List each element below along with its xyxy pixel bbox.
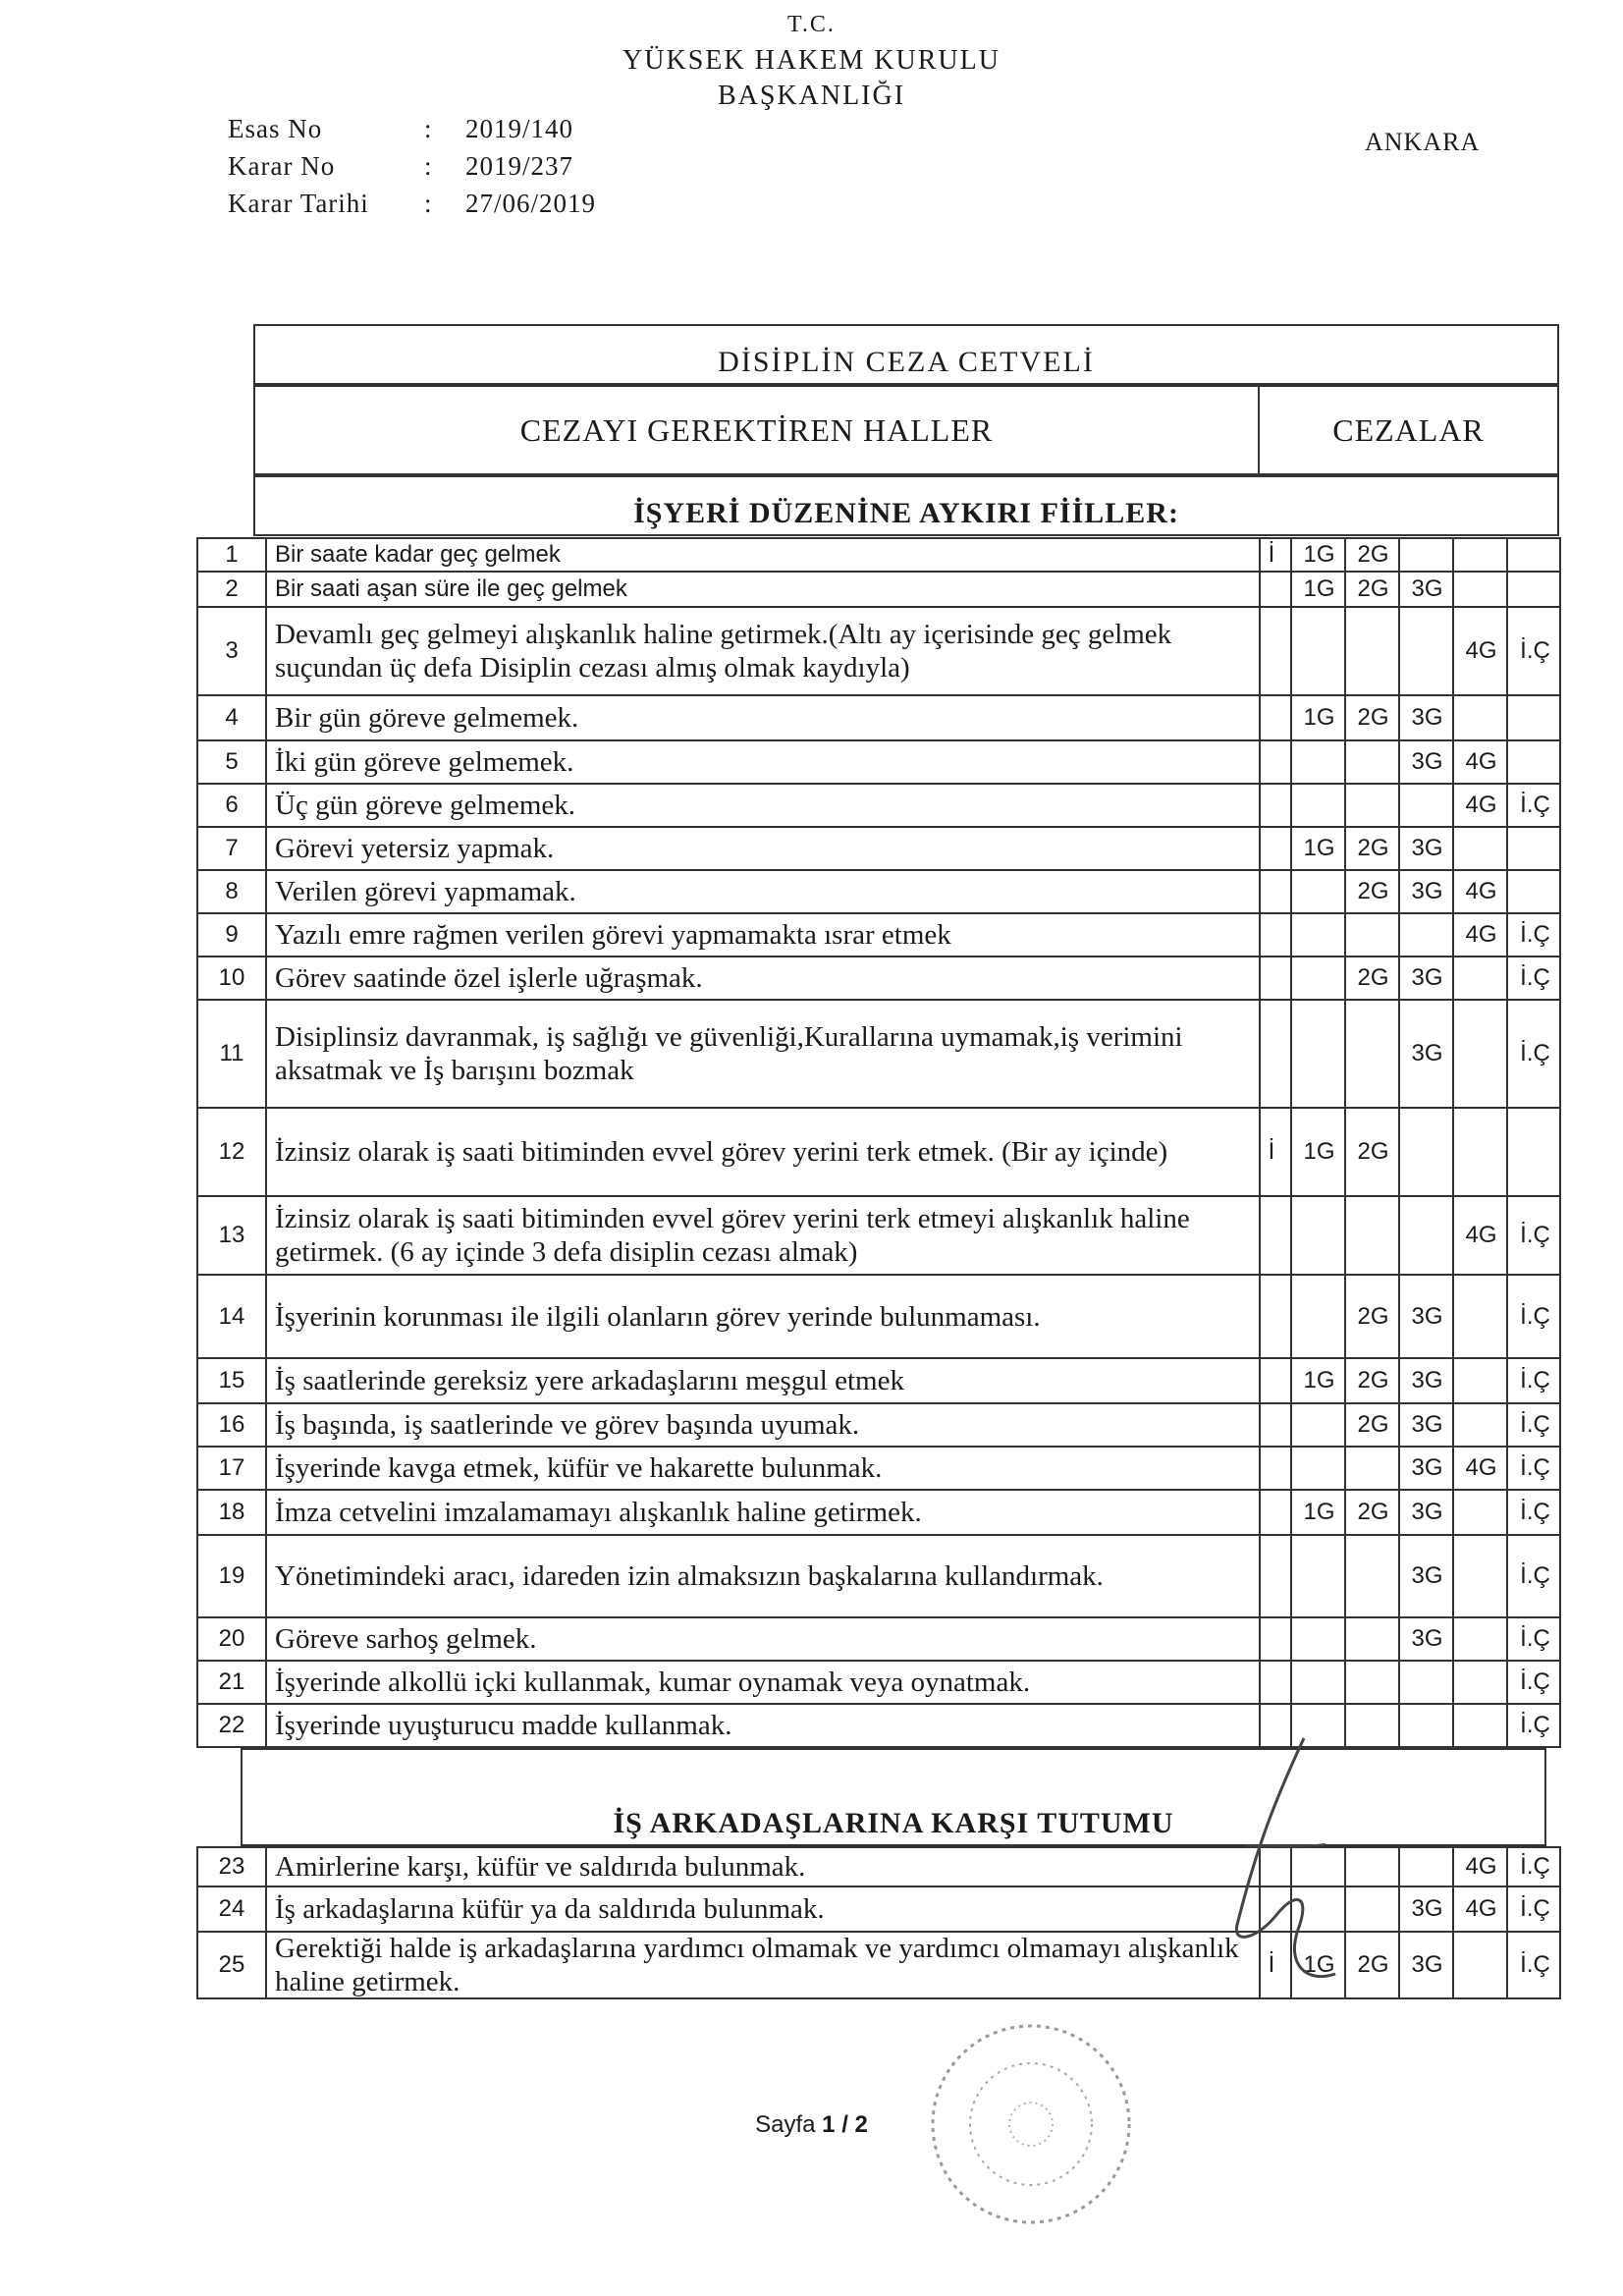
row-number: 1 [198, 539, 267, 571]
section-heading-workplace: İŞYERİ DÜZENİNE AYKIRI FİİLLER: [253, 475, 1559, 536]
penalty-cell: İ.Ç [1506, 1662, 1562, 1703]
penalty-cell: 2G [1344, 828, 1400, 869]
penalty-cell [1452, 573, 1508, 606]
meta-row-karar: Karar No : 2019/237 [228, 147, 596, 185]
meta-label: Karar Tarihi [228, 189, 369, 218]
row-number: 14 [198, 1276, 267, 1357]
table-row [196, 1197, 1561, 1276]
penalty-cell: 4G [1452, 871, 1508, 912]
row-offense: Üç gün göreve gelmemek. [275, 790, 576, 821]
penalty-cell [1452, 1705, 1508, 1746]
penalty-cell: 3G [1398, 1933, 1454, 1997]
penalty-cell [1290, 914, 1346, 956]
penalty-cell: 1G [1290, 1491, 1346, 1534]
penalty-cell: 3G [1398, 828, 1454, 869]
row-offense: Amirlerine karşı, küfür ve saldırıda bulunmak. [275, 1851, 806, 1883]
penalty-cell [1259, 741, 1282, 783]
table-row [196, 957, 1561, 1001]
penalty-cell [1398, 785, 1454, 826]
penalty-cell: İ.Ç [1506, 785, 1562, 826]
penalty-cell: 4G [1452, 914, 1508, 956]
penalty-cell [1290, 1448, 1346, 1489]
row-offense: Devamlı geç gelmeyi alışkanlık haline getirmek.(Altı ay içerisinde geç gelmek suçundan üç defa Disiplin cezası almış olmak kaydıyla) [275, 619, 1172, 683]
table-row [196, 1536, 1561, 1618]
row-offense: Bir saati aşan süre ile geç gelmek [275, 575, 627, 602]
penalty-cell [1452, 1618, 1508, 1660]
row-offense: Göreve sarhoş gelmek. [275, 1623, 537, 1655]
penalty-cell [1259, 1536, 1282, 1616]
row-number: 8 [198, 871, 267, 912]
document-header [0, 0, 1623, 324]
penalty-cell: 3G [1398, 871, 1454, 912]
page-separator: / [841, 2111, 848, 2138]
penalty-cell [1452, 1491, 1508, 1534]
penalty-cell: İ.Ç [1506, 1848, 1562, 1886]
penalty-cell: 2G [1344, 539, 1400, 571]
meta-value: 27/06/2019 [465, 189, 597, 218]
penalty-cell [1452, 1109, 1508, 1195]
penalty-cell: İ [1259, 1933, 1282, 1997]
penalty-cell [1398, 1197, 1454, 1274]
penalty-cell [1398, 1705, 1454, 1746]
column-header-penalties: CEZALAR [1258, 385, 1559, 475]
row-number: 13 [198, 1197, 267, 1274]
penalty-cell [1398, 1109, 1454, 1195]
header-institution: YÜKSEK HAKEM KURULU [622, 45, 1001, 76]
row-number: 2 [198, 573, 267, 606]
penalty-cell [1290, 957, 1346, 999]
row-offense: Yönetimindeki aracı, idareden izin almaksızın başkalarına kullandırmak. [275, 1560, 1104, 1592]
penalty-cell [1506, 828, 1562, 869]
meta-value: 2019/140 [465, 114, 574, 143]
row-offense: İş arkadaşlarına küfür ya da saldırıda bulunmak. [275, 1893, 825, 1925]
penalty-cell [1452, 1933, 1508, 1997]
penalty-cell [1259, 696, 1282, 739]
row-number: 24 [198, 1887, 267, 1931]
penalty-cell: 2G [1344, 1404, 1400, 1446]
penalty-cell: 3G [1398, 1404, 1454, 1446]
penalty-cell [1259, 871, 1282, 912]
penalty-cell: 3G [1398, 741, 1454, 783]
table-row [196, 537, 1561, 573]
row-offense: İş başında, iş saatlerinde ve görev başında uyumak. [275, 1409, 860, 1441]
penalty-cell: 3G [1398, 696, 1454, 739]
penalty-cell [1344, 608, 1400, 694]
penalty-cell: İ.Ç [1506, 1933, 1562, 1997]
meta-row-tarih: Karar Tarihi : 27/06/2019 [228, 185, 596, 222]
penalty-cell: 3G [1398, 1618, 1454, 1660]
penalty-cell: 1G [1290, 1933, 1346, 1997]
penalty-cell [1259, 1618, 1282, 1660]
penalty-cell [1290, 1618, 1346, 1660]
penalty-cell: 4G [1452, 1887, 1508, 1931]
penalty-cell [1290, 1197, 1346, 1274]
penalty-cell: 3G [1398, 1276, 1454, 1357]
penalty-cell: 2G [1344, 1276, 1400, 1357]
penalty-cell [1506, 741, 1562, 783]
penalty-cell: 2G [1344, 1359, 1400, 1402]
meta-row-esas: Esas No : 2019/140 [228, 110, 596, 147]
penalty-cell [1290, 1404, 1346, 1446]
penalty-cell: 1G [1290, 828, 1346, 869]
row-number: 18 [198, 1491, 267, 1534]
penalty-cell [1344, 1618, 1400, 1660]
row-offense: Verilen görevi yapmamak. [275, 876, 576, 907]
penalty-cell [1506, 573, 1562, 606]
table-row [196, 1491, 1561, 1536]
row-number: 5 [198, 741, 267, 783]
penalty-cell [1259, 1197, 1282, 1274]
penalty-cell [1452, 696, 1508, 739]
meta-label: Karar No [228, 151, 336, 181]
meta-label: Esas No [228, 114, 323, 143]
section-heading-colleagues: İŞ ARKADAŞLARINA KARŞI TUTUMU [241, 1748, 1546, 1846]
penalty-cell: İ.Ç [1506, 1404, 1562, 1446]
header-tc: T.C. [787, 12, 836, 37]
penalty-cell [1259, 608, 1282, 694]
table-row [196, 1404, 1561, 1448]
row-offense: Disiplinsiz davranmak, iş sağlığı ve güvenliği,Kurallarına uymamak,iş verimini aksatmak ve İş barışını bozmak [275, 1021, 1183, 1086]
row-number: 12 [198, 1109, 267, 1195]
penalty-cell [1259, 828, 1282, 869]
penalty-cell: İ.Ç [1506, 914, 1562, 956]
penalty-cell: İ.Ç [1506, 1448, 1562, 1489]
penalty-cell: 2G [1344, 957, 1400, 999]
penalty-cell: 3G [1398, 1491, 1454, 1534]
penalty-cell: İ.Ç [1506, 1536, 1562, 1616]
penalty-cell [1506, 871, 1562, 912]
signature [1188, 1728, 1384, 2043]
penalty-cell [1290, 1001, 1346, 1107]
row-offense: İş saatlerinde gereksiz yere arkadaşlarını meşgul etmek [275, 1365, 904, 1396]
row-offense: Bir gün göreve gelmemek. [275, 702, 579, 734]
penalty-cell [1452, 1359, 1508, 1402]
penalty-cell: İ [1259, 539, 1282, 571]
row-number: 11 [198, 1001, 267, 1107]
penalty-cell [1259, 1404, 1282, 1446]
penalty-cell [1259, 1491, 1282, 1534]
penalty-cell [1344, 1001, 1400, 1107]
penalty-cell: 2G [1344, 1109, 1400, 1195]
meta-value: 2019/237 [465, 151, 574, 181]
penalty-cell [1398, 914, 1454, 956]
penalty-cell: 3G [1398, 1887, 1454, 1931]
penalty-cell [1344, 1448, 1400, 1489]
penalty-cell: 2G [1344, 1491, 1400, 1534]
row-offense: İşyerinde kavga etmek, küfür ve hakarette bulunmak. [275, 1452, 883, 1484]
penalty-cell: 1G [1290, 1109, 1346, 1195]
row-number: 9 [198, 914, 267, 956]
row-number: 19 [198, 1536, 267, 1616]
row-offense: İzinsiz olarak iş saati bitiminden evvel görev yerini terk etmek. (Bir ay içinde) [275, 1136, 1168, 1168]
row-offense: Görevi yetersiz yapmak. [275, 833, 555, 864]
table-row [196, 914, 1561, 957]
row-number: 22 [198, 1705, 267, 1746]
row-number: 4 [198, 696, 267, 739]
penalty-cell: 3G [1398, 957, 1454, 999]
penalty-cell: 4G [1452, 785, 1508, 826]
table-row [196, 1359, 1561, 1404]
penalty-cell: İ.Ç [1506, 957, 1562, 999]
penalty-cell [1452, 957, 1508, 999]
table-row [196, 696, 1561, 741]
penalty-cell [1259, 1359, 1282, 1402]
penalty-cell [1452, 1276, 1508, 1357]
row-number: 21 [198, 1662, 267, 1703]
penalty-cell: 4G [1452, 1448, 1508, 1489]
penalty-cell: İ.Ç [1506, 1276, 1562, 1357]
row-number: 20 [198, 1618, 267, 1660]
penalty-cell [1259, 914, 1282, 956]
row-offense: İmza cetvelini imzalamamayı alışkanlık haline getirmek. [275, 1497, 922, 1528]
penalty-cell [1344, 785, 1400, 826]
penalty-cell [1259, 1276, 1282, 1357]
table-row [196, 741, 1561, 785]
penalty-cell [1506, 696, 1562, 739]
penalty-cell [1290, 871, 1346, 912]
penalty-cell: 2G [1344, 871, 1400, 912]
penalty-cell: 4G [1452, 741, 1508, 783]
penalty-cell: 2G [1344, 1933, 1400, 1997]
table-row [196, 608, 1561, 696]
penalty-cell: 3G [1398, 1536, 1454, 1616]
penalty-cell: 3G [1398, 1448, 1454, 1489]
penalty-cell [1259, 1662, 1282, 1703]
penalty-cell: 3G [1398, 1001, 1454, 1107]
penalty-cell: İ.Ç [1506, 1887, 1562, 1931]
penalty-cell [1259, 1001, 1282, 1107]
header-department: BAŞKANLIĞI [717, 81, 906, 111]
penalty-cell: İ [1259, 1109, 1282, 1195]
row-number: 17 [198, 1448, 267, 1489]
penalty-cell [1452, 1001, 1508, 1107]
penalty-cell [1259, 573, 1282, 606]
table-row [196, 1109, 1561, 1197]
penalty-cell: 1G [1290, 696, 1346, 739]
table-row [196, 1276, 1561, 1359]
penalty-cell [1452, 539, 1508, 571]
penalty-cell: 4G [1452, 1848, 1508, 1886]
penalty-cell: 1G [1290, 539, 1346, 571]
penalty-cell [1506, 1109, 1562, 1195]
row-number: 25 [198, 1933, 267, 1997]
penalty-cell: 1G [1290, 1359, 1346, 1402]
penalty-cell [1344, 741, 1400, 783]
row-offense: İşyerinde uyuşturucu madde kullanmak. [275, 1710, 732, 1741]
row-number: 6 [198, 785, 267, 826]
city-label: ANKARA [1365, 128, 1481, 156]
penalty-cell: İ.Ç [1506, 1197, 1562, 1274]
table-title: DİSİPLİN CEZA CETVELİ [253, 324, 1559, 385]
penalty-cell [1290, 741, 1346, 783]
row-number: 10 [198, 957, 267, 999]
penalty-cell [1259, 957, 1282, 999]
penalty-cell [1290, 1662, 1346, 1703]
penalty-cell: İ.Ç [1506, 1359, 1562, 1402]
penalty-cell: 4G [1452, 1197, 1508, 1274]
penalty-cell: 1G [1290, 573, 1346, 606]
penalty-cell: İ.Ç [1506, 1705, 1562, 1746]
page-current: 1 [822, 2111, 836, 2138]
penalty-cell [1452, 1662, 1508, 1703]
row-offense: İşyerinde alkollü içki kullanmak, kumar oynamak veya oynatmak. [275, 1667, 1031, 1698]
penalty-cell: 3G [1398, 573, 1454, 606]
penalty-cell: İ.Ç [1506, 608, 1562, 694]
page-footer [0, 2111, 1623, 2139]
table-row [196, 573, 1561, 608]
row-offense: İki gün göreve gelmemek. [275, 746, 574, 778]
penalty-cell: İ.Ç [1506, 1001, 1562, 1107]
row-offense: Gerektiği halde iş arkadaşlarına yardımcı olmamak ve yardımcı olmamayı alışkanlık haline getirmek. [275, 1933, 1239, 1997]
row-offense: İzinsiz olarak iş saati bitiminden evvel görev yerini terk etmeyi alışkanlık haline getirmek. (6 ay içinde 3 defa disiplin cezası almak) [275, 1203, 1190, 1268]
penalty-cell [1344, 1536, 1400, 1616]
table-row [196, 1618, 1561, 1662]
penalty-cell [1259, 1448, 1282, 1489]
row-offense: Bir saate kadar geç gelmek [275, 541, 561, 568]
table-row [196, 1662, 1561, 1705]
penalty-cell [1344, 1197, 1400, 1274]
row-offense: İşyerinin korunması ile ilgili olanların görev yerinde bulunmaması. [275, 1300, 1041, 1333]
page-total: 2 [854, 2111, 868, 2138]
row-number: 15 [198, 1359, 267, 1402]
penalty-cell [1290, 785, 1346, 826]
penalty-cell [1344, 914, 1400, 956]
column-header-cases: CEZAYI GEREKTİREN HALLER [253, 385, 1260, 475]
table-row [196, 828, 1561, 871]
table-row [196, 785, 1561, 828]
table-row [196, 871, 1561, 914]
table-row [196, 1001, 1561, 1109]
table-row [196, 1448, 1561, 1491]
case-meta [228, 110, 596, 222]
penalty-cell [1506, 539, 1562, 571]
page-label: Sayfa [755, 2111, 816, 2138]
penalty-cell: 4G [1452, 608, 1508, 694]
penalty-cell: İ.Ç [1506, 1618, 1562, 1660]
row-number: 7 [198, 828, 267, 869]
penalty-cell: 3G [1398, 1359, 1454, 1402]
penalty-cell [1398, 1848, 1454, 1886]
row-number: 23 [198, 1848, 267, 1886]
penalty-cell [1452, 828, 1508, 869]
penalty-cell [1398, 539, 1454, 571]
row-number: 16 [198, 1404, 267, 1446]
penalty-cell: 2G [1344, 573, 1400, 606]
penalty-cell [1290, 608, 1346, 694]
row-number: 3 [198, 608, 267, 694]
penalty-cell [1259, 785, 1282, 826]
penalty-cell [1452, 1404, 1508, 1446]
penalty-cell [1290, 1536, 1346, 1616]
penalty-cell: 2G [1344, 696, 1400, 739]
penalty-cell [1398, 1662, 1454, 1703]
penalty-cell [1452, 1536, 1508, 1616]
row-offense: Yazılı emre rağmen verilen görevi yapmamakta ısrar etmek [275, 919, 951, 951]
penalty-cell [1290, 1276, 1346, 1357]
penalty-cell [1344, 1662, 1400, 1703]
row-offense: Görev saatinde özel işlerle uğraşmak. [275, 962, 703, 994]
penalty-cell [1398, 608, 1454, 694]
penalty-cell: İ.Ç [1506, 1491, 1562, 1534]
